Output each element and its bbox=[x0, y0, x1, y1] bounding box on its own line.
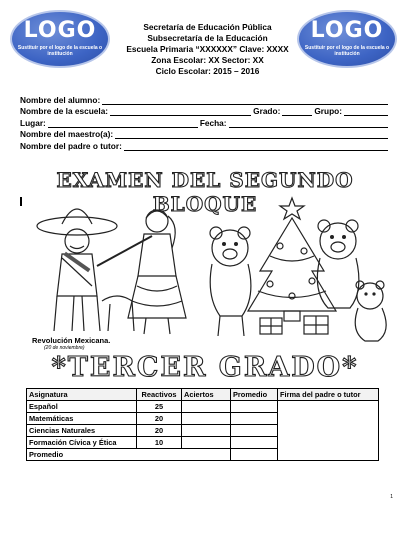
header-line-escuela: Escuela Primaria “XXXXXX” Clave: XXXX bbox=[126, 44, 289, 54]
logo-text: LOGO bbox=[23, 18, 97, 43]
subject-cell: Matemáticas bbox=[27, 413, 137, 425]
field-maestro[interactable] bbox=[115, 130, 388, 139]
field-grado[interactable] bbox=[282, 107, 312, 116]
table-row bbox=[27, 401, 379, 413]
label-maestro: Nombre del maestro(a): bbox=[20, 129, 114, 139]
header-asignatura: Asignatura bbox=[27, 389, 137, 401]
header-firma: Firma del padre o tutor bbox=[278, 389, 379, 401]
promedio-cell[interactable] bbox=[231, 437, 278, 449]
items-cell: 10 bbox=[137, 437, 182, 449]
illustration-subcaption: (20 de noviembre) bbox=[44, 345, 85, 351]
page-number: 1 bbox=[390, 494, 393, 500]
grades-table bbox=[26, 388, 379, 461]
label-fecha: Fecha: bbox=[199, 117, 227, 128]
logo-caption: Sustituir por el logo de la escuela o institución bbox=[304, 45, 390, 57]
label-grupo: Grupo: bbox=[314, 106, 342, 116]
document-header bbox=[110, 22, 305, 77]
promedio-cell[interactable] bbox=[231, 413, 278, 425]
header-promedio: Promedio bbox=[231, 389, 278, 401]
label-escuela: Nombre de la escuela: bbox=[20, 106, 109, 116]
field-grupo[interactable] bbox=[344, 107, 388, 116]
form-row-padre bbox=[20, 139, 390, 151]
label-padre: Nombre del padre o tutor: bbox=[20, 140, 122, 151]
header-aciertos: Aciertos bbox=[182, 389, 231, 401]
field-escuela[interactable] bbox=[110, 107, 251, 116]
field-padre[interactable] bbox=[124, 142, 388, 151]
aciertos-cell[interactable] bbox=[182, 425, 231, 437]
label-grado: Grado: bbox=[253, 106, 281, 116]
grade-title-banner: *TERCER GRADO* bbox=[51, 352, 359, 383]
form-row-lugar bbox=[20, 116, 390, 128]
header-line-zona: Zona Escolar: XX Sector: XX bbox=[151, 55, 264, 65]
items-cell: 20 bbox=[137, 413, 182, 425]
aciertos-cell[interactable] bbox=[182, 413, 231, 425]
aciertos-cell[interactable] bbox=[182, 437, 231, 449]
subject-cell: Español bbox=[27, 401, 137, 413]
form-row-escuela bbox=[20, 105, 390, 117]
promedio-cell[interactable] bbox=[231, 401, 278, 413]
footer-promedio-label: Promedio bbox=[27, 449, 231, 461]
subject-cell: Ciencias Naturales bbox=[27, 425, 137, 437]
field-fecha[interactable] bbox=[229, 119, 388, 128]
logo-caption: Sustituir por el logo de la escuela o institución bbox=[17, 45, 103, 57]
form-row-alumno bbox=[20, 93, 390, 105]
table-header-row bbox=[27, 389, 379, 401]
label-alumno: Nombre del alumno: bbox=[20, 94, 101, 105]
field-lugar[interactable] bbox=[48, 119, 198, 128]
final-promedio-cell[interactable] bbox=[231, 449, 278, 461]
items-cell: 20 bbox=[137, 425, 182, 437]
logo-text: LOGO bbox=[310, 18, 384, 43]
illustration-caption: Revolución Mexicana. bbox=[32, 336, 111, 345]
header-reactivos: Reactivos bbox=[137, 389, 182, 401]
header-line-subsecretaria: Subsecretaría de la Educación bbox=[147, 33, 268, 43]
revolution-illustration bbox=[22, 196, 197, 341]
promedio-cell[interactable] bbox=[231, 425, 278, 437]
header-line-ciclo: Ciclo Escolar: 2015 – 2016 bbox=[155, 66, 260, 76]
aciertos-cell[interactable] bbox=[182, 401, 231, 413]
signature-cell[interactable] bbox=[278, 401, 379, 461]
label-lugar: Lugar: bbox=[20, 117, 46, 128]
items-cell: 25 bbox=[137, 401, 182, 413]
school-logo-right bbox=[297, 10, 397, 68]
christmas-bears-illustration bbox=[200, 196, 395, 346]
exam-title-banner: EXAMEN DEL SEGUNDO BLOQUE bbox=[56, 168, 354, 216]
student-info-form bbox=[20, 93, 390, 151]
school-logo-left bbox=[10, 10, 110, 68]
field-alumno[interactable] bbox=[102, 96, 388, 105]
form-row-maestro bbox=[20, 128, 390, 140]
subject-cell: Formación Cívica y Ética bbox=[27, 437, 137, 449]
header-line-sep: Secretaría de Educación Pública bbox=[143, 22, 272, 32]
